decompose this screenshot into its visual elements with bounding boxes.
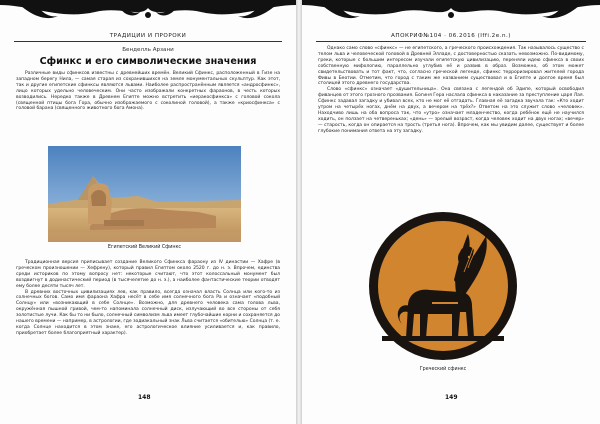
article-author: Бенделль Арзани: [122, 47, 174, 53]
left-page: [0, 0, 296, 424]
greek-sphinx-illustration: [368, 206, 518, 364]
vase-caption: Греческий сфинкс: [419, 367, 467, 372]
header-rule: [316, 41, 586, 42]
header-rule: [14, 41, 282, 42]
body-text-bottom: [16, 260, 280, 337]
running-head: АПОКРИФ№104 · 06.2016 (Iffi.2e.n.): [391, 33, 511, 39]
body-text-top: [16, 71, 280, 112]
article-title: Сфинкс и его символические значения: [39, 56, 257, 67]
paragraph: Слово «сфинкс» означает «душительница». Она связана с легендой об Эдипе, который освободил фиванцев от этого грозного прозвания. Богиня Гера наслала сфинкса в наказание за преступление царя Лая. Сфинкс задавал загадку и убивал всех, кто не мог её отгадать. Главная её загадка звучала так: «Кто ходит утром на четырёх ногах, днём на двух, а вечером на трёх?» Ответом на это служит слово «человек». Находчиво лишь на оба вопроса так, что «утро» означает младенчество, когда ребёнок ещё не научился ходить, он ползает на четвереньках; «день» — зрелый возраст, когда человек ходит на двух ногах; «вечер» — старость, когда он опирается на трость (третья нога). Впрочем, как мы увидим далее, существует и более глубокие понимания ответа на эту загадку.: [318, 87, 584, 134]
paragraph: Однако само слово «сфинкс» — не египетского, а греческого происхождения. Так называлось существо с телом льва и человеческой головой в Древней Элладе, с достоверностью сказать невозможно. По-видимому, греки, которые с большим интересом изучали египетскую цивилизацию, переняли идею сфинкса в своих собственную мифологию, параллельно углубив её и развив в образ. Возможно, об этом может свидетельствовать и тот факт, что, согласно греческой легенде, сфинкс терроризировал жителей города Фивы в Беотии. Отметим, что город с таким же названием существовал и в Египте и долгое время был столицей этого древнего государства.: [318, 46, 584, 87]
page-number: 149: [445, 394, 458, 401]
body-text: [318, 46, 584, 135]
sphinx-photo: [48, 146, 241, 242]
paragraph: В древних восточных цивилизациях лев, как правило, всегда означал власть Солнца или кого-то из солнечных богов. Само имя фараона Хафра несёт в себе имя солнечного бога Ра и означает «подобный Солнцу» или «возникающий в себе Солнце». Возможно, для древнего человека сама голова льва, окружённая пышной гривой, чем-то напоминала солнечный диск, излучающий во все стороны от себя золотистые лучи. Как бы то ни было, солнечный символизм льва имеет глубочайшие корни и сохраняется до нашего времени — например, в астрологии, где зодиакальный знак Льва считается «обителью» Солнца (т. е. когда Солнце находится в этом знаке, его астрологическое влияние усиливается и, как правило, приобретает более благоприятный характер).: [16, 289, 280, 336]
header-ornament: [302, 0, 600, 30]
paragraph: Различные виды сфинксов известны с древнейших времён. Великий Сфинкс, расположенный в Гизе на западном берегу Нила, — самая старая из сохранившихся на земле монументальных скульптур. Как этот, так и другие египетские сфинксы являются львами. Наиболее распространённым является «андросфинкс», лицо которых удельно человеческим. Они часто изображали конкретных фараонов, в честь которых возводились. Нередко также в Древнем Египте можно встретить «иеракосфинкса» с головой сокола (священной птицы бога Гора, обычно изображаемого с соколиной головой), а также «криосфинкса» с головой барана (священного животного бога Амона).: [16, 71, 280, 112]
header-ornament: [0, 0, 296, 30]
running-head: ТРАДИЦИИ И ПРОРОКИ: [109, 33, 187, 39]
photo-caption: Египетский Великий Сфинкс: [107, 245, 182, 250]
page-number: 148: [138, 394, 151, 401]
paragraph: Традиционная версия приписывает создание Великого Сфинкса фараону из IV династии — Хафре (в греческом произношении — Хефрену), который правил Египтом около 2520 г. до н. э. Впрочем, единства среди историков по этому вопросу нет: некоторые считают, что этот колоссальный монумент был воздвигнут в додинастический период (в тысячелетие до н. э.), а наиболее фантастические теории отводят ему более десяти тысяч лет.: [16, 260, 280, 289]
